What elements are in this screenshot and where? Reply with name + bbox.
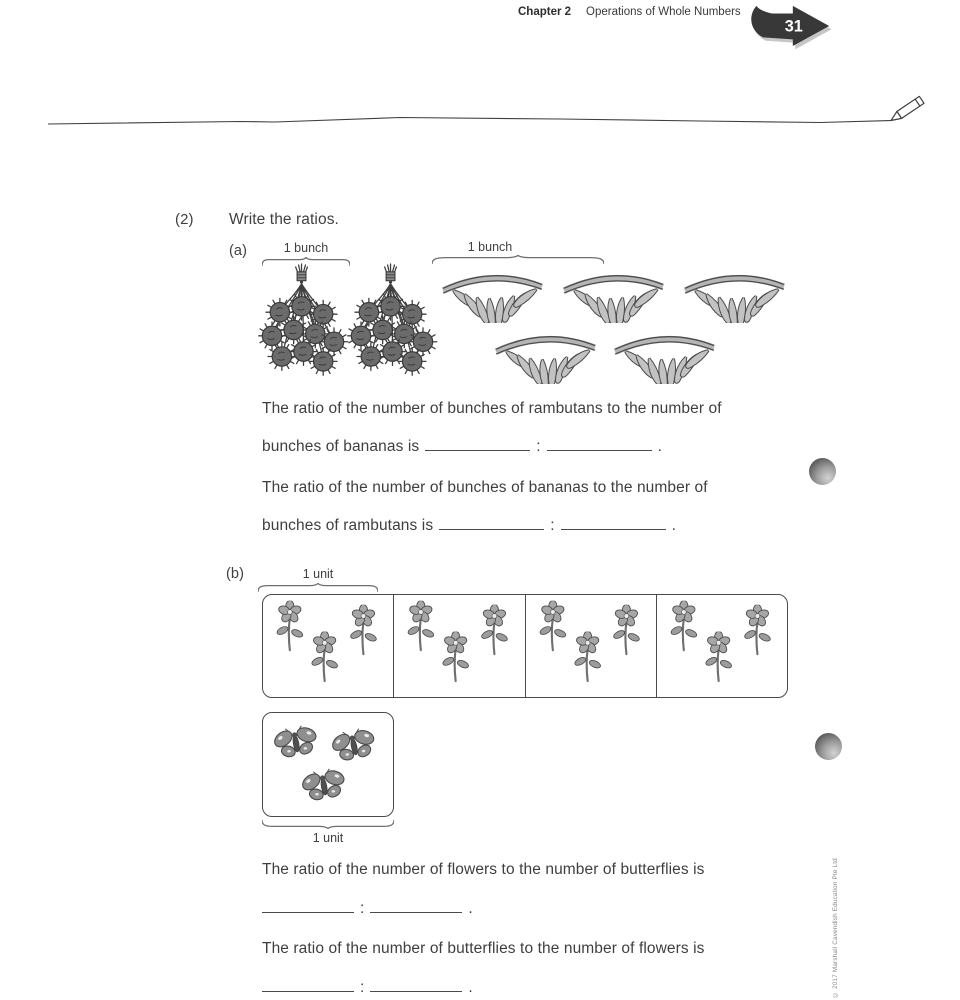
statement-a2-lead: bunches of rambutans is bbox=[262, 517, 434, 534]
page-number: 31 bbox=[784, 17, 803, 36]
answer-blank-a1-right[interactable] bbox=[547, 437, 652, 451]
flower-unit-label: 1 unit bbox=[302, 567, 334, 581]
flower-group-illustration bbox=[263, 595, 393, 697]
part-b-label: (b) bbox=[226, 566, 245, 582]
answer-blank-a2-right[interactable] bbox=[561, 516, 666, 530]
header-chapter-title: Operations of Whole Numbers bbox=[586, 6, 741, 18]
banana-overbrace-icon bbox=[432, 255, 604, 264]
flower-overbrace-icon bbox=[258, 583, 378, 592]
statement-a1-line1: The ratio of the number of bunches of rambutans to the number of bbox=[262, 400, 722, 417]
statement-a1-line2 bbox=[262, 437, 662, 456]
period: . bbox=[468, 979, 473, 996]
answer-blank-b2-left[interactable] bbox=[262, 978, 354, 992]
question-prompt: Write the ratios. bbox=[229, 211, 339, 228]
rambutan-bunch-illustration bbox=[346, 263, 439, 387]
answer-blank-b1-left[interactable] bbox=[262, 899, 354, 913]
part-a-label: (a) bbox=[229, 243, 248, 259]
answer-blank-a1-left[interactable] bbox=[425, 437, 530, 451]
ratio-colon: : bbox=[536, 438, 541, 455]
ratio-colon: : bbox=[360, 979, 365, 996]
rambutan-bunch-label: 1 bunch bbox=[283, 241, 329, 255]
banana-bunch-illustration bbox=[555, 266, 672, 323]
banana-bunch-illustration bbox=[606, 327, 723, 384]
butterfly-unit-box bbox=[262, 712, 394, 817]
flower-group-illustration bbox=[657, 595, 787, 697]
hole-punch-mark bbox=[815, 733, 842, 760]
banana-bunch-label: 1 bunch bbox=[467, 240, 513, 254]
butterfly-underbrace-icon bbox=[262, 820, 394, 829]
period: . bbox=[468, 900, 473, 917]
rambutan-bunch-illustration bbox=[257, 263, 350, 387]
banana-bunch-illustration bbox=[676, 266, 793, 323]
question-number: (2) bbox=[175, 211, 194, 228]
statement-a1-lead: bunches of bananas is bbox=[262, 438, 420, 455]
hole-punch-mark bbox=[809, 458, 836, 485]
answer-blank-b2-right[interactable] bbox=[370, 978, 462, 992]
flower-group-illustration bbox=[394, 595, 524, 697]
statement-a2-line1: The ratio of the number of bunches of bananas to the number of bbox=[262, 479, 708, 496]
flower-unit-cell bbox=[394, 595, 525, 697]
period: . bbox=[657, 438, 663, 455]
pencil-icon bbox=[889, 96, 924, 124]
header-chapter-label: Chapter 2 bbox=[518, 6, 572, 18]
flower-unit-cell bbox=[526, 595, 657, 697]
answer-blank-a2-left[interactable] bbox=[439, 516, 544, 530]
flower-units-box bbox=[262, 594, 788, 698]
butterfly-group-illustration bbox=[263, 713, 393, 816]
butterfly-unit-label: 1 unit bbox=[312, 831, 344, 845]
flower-group-illustration bbox=[526, 595, 656, 697]
answer-blank-b1-right[interactable] bbox=[370, 899, 462, 913]
statement-a2-line2 bbox=[262, 516, 676, 535]
banana-bunch-illustration bbox=[487, 327, 604, 384]
statement-b1-line1: The ratio of the number of flowers to the number of butterflies is bbox=[262, 861, 705, 878]
pencil-divider bbox=[0, 0, 960, 150]
ratio-colon: : bbox=[550, 517, 555, 534]
period: . bbox=[671, 517, 677, 534]
statement-b1-line2 bbox=[262, 899, 473, 918]
copyright-notice: © 2017 Marshall Cavendish Education Pte Ltd bbox=[832, 858, 839, 998]
banana-bunch-illustration bbox=[434, 266, 551, 323]
flower-unit-cell bbox=[263, 595, 394, 697]
hand-drawn-line bbox=[48, 118, 891, 125]
ratio-colon: : bbox=[360, 900, 365, 917]
statement-b2-line1: The ratio of the number of butterflies to the number of flowers is bbox=[262, 940, 705, 957]
statement-b2-line2 bbox=[262, 978, 473, 997]
flower-unit-cell bbox=[657, 595, 787, 697]
